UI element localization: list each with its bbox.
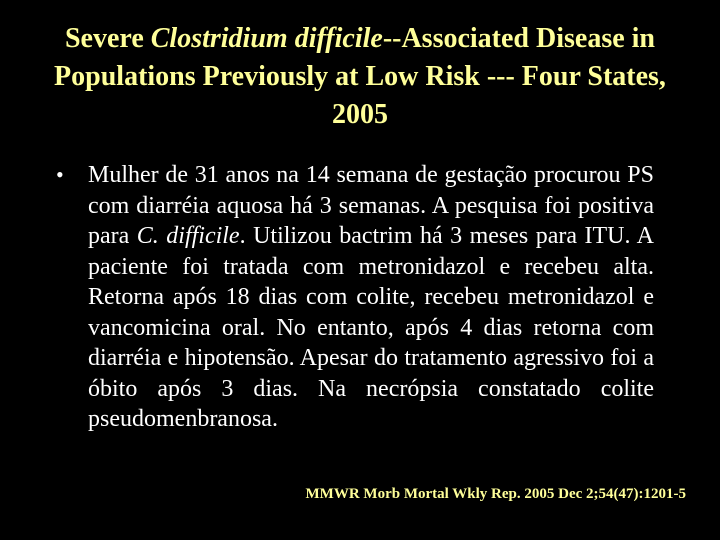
title-suffix: --Associated Disease in Populations Previously at Low Risk --- Four States, 2005 bbox=[54, 23, 666, 130]
case-organism: C. difficile bbox=[136, 223, 240, 249]
case-text-part1: Mulher de 31 anos na 14 semana de gestação procurou PS com diarréia aquosa há 3 semanas. A pesquisa foi positiva para bbox=[88, 162, 654, 249]
title-prefix: Severe bbox=[64, 23, 151, 54]
case-text-part2: . Utilizou bactrim há 3 meses para ITU. A paciente foi tratada com metronidazol e recebeu alta. Retorna após 18 dias com colite, recebeu metronidazol e vancomicina oral. No entanto, após 4 dias retorna com diarréia e hipotensão. Apesar do tratamento agressivo foi a óbito após 3 dias. Na necrópsia constatado colite pseudomenbranosa. bbox=[88, 223, 654, 432]
citation: MMWR Morb Mortal Wkly Rep. 2005 Dec 2;54(47):1201-5 bbox=[305, 486, 686, 502]
case-description bbox=[88, 160, 654, 435]
bullet-marker: • bbox=[56, 162, 64, 187]
title-organism: Clostridium difficile bbox=[150, 23, 383, 54]
list-item bbox=[56, 160, 654, 435]
slide-title bbox=[40, 20, 680, 134]
slide-body bbox=[56, 160, 654, 435]
